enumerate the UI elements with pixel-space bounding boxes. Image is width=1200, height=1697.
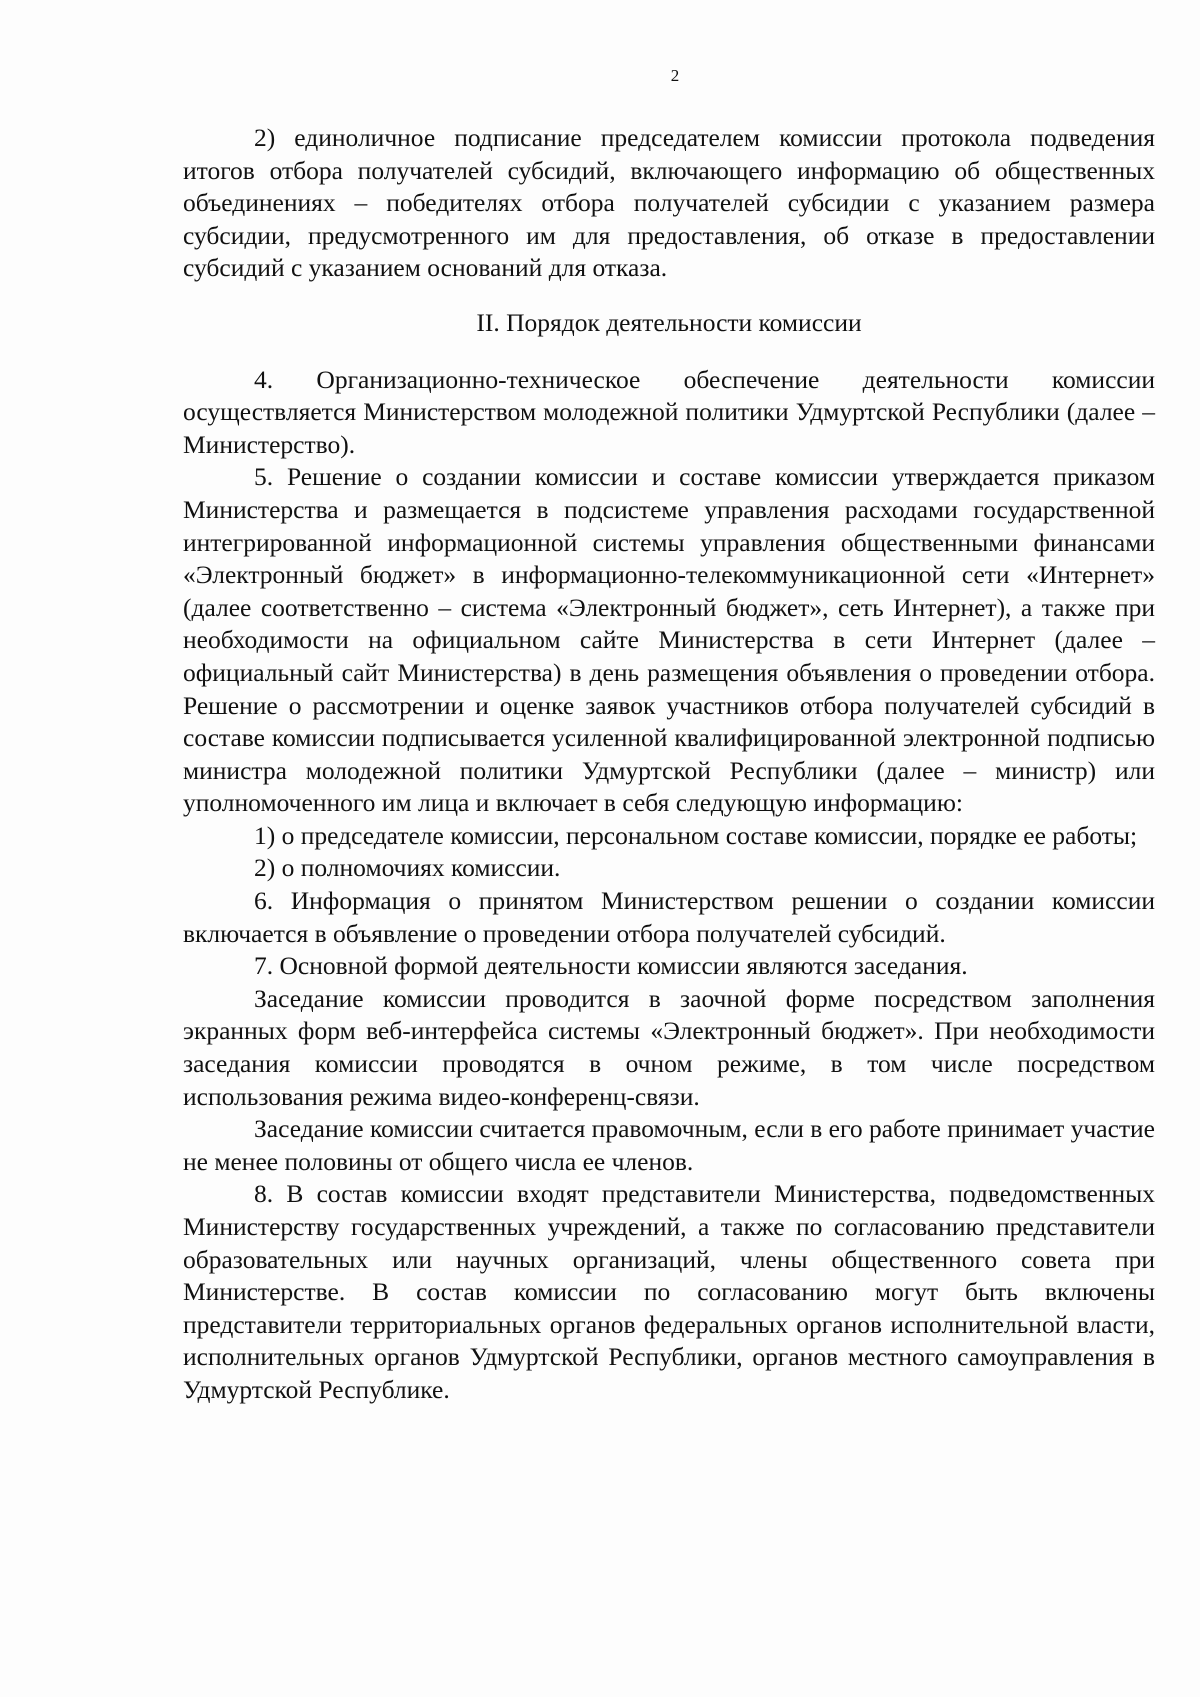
paragraph-5: 5. Решение о создании комиссии и составе комиссии утверждается приказом Министерства и размещается в подсистеме управления расходами государственной интегрированной информационной системы управления общественными финансами «Электронный бюджет» в информационно-телекоммуникационной сети «Интернет» (далее соответственно – система «Электронный бюджет», сеть Интернет), а также при необходимости на официальном сайте Министерства в сети Интернет (далее – официальный сайт Министерства) в день размещения объявления о проведении отбора. Решение о рассмотрении и оценке заявок участников отбора получателей субсидий в составе комиссии подписывается усиленной квалифицированной электронной подписью министра молодежной политики Удмуртской Республики (далее – министр) или уполномоченного им лица и включает в себя следующую информацию: bbox=[183, 462, 1155, 818]
paragraph-6: 6. Информация о принятом Министерством решении о создании комиссии включается в объявление о проведении отбора получателей субсидий. bbox=[183, 886, 1155, 948]
paragraph-7-meeting-form: Заседание комиссии проводится в заочной форме посредством заполнения экранных форм веб-интерфейса системы «Электронный бюджет». При необходимости заседания комиссии проводятся в очном режиме, в том числе посредством использования режима видео-конференц-связи. bbox=[183, 983, 1155, 1111]
paragraph-7: 7. Основной формой деятельности комиссии являются заседания. bbox=[254, 951, 968, 981]
paragraph-7-quorum: Заседание комиссии считается правомочным, если в его работе принимает участие не менее половины от общего числа ее членов. bbox=[183, 1114, 1156, 1176]
paragraph-5-item-1: 1) о председателе комиссии, персональном составе комиссии, порядке ее работы; bbox=[254, 820, 1138, 850]
document-body bbox=[183, 122, 1155, 1407]
section-heading: II. Порядок деятельности комиссии bbox=[476, 307, 862, 337]
paragraph-4: 4. Организационно-техническое обеспечение деятельности комиссии осуществляется Министерством молодежной политики Удмуртской Республики (далее – Министерство). bbox=[183, 364, 1155, 459]
page-number: 2 bbox=[670, 66, 680, 85]
paragraph-item-2: 2) единоличное подписание председателем комиссии протокола подведения итогов отбора получателей субсидий, включающего информацию об общественных объединениях – победителях отбора получателей субсидии с указанием размера субсидии, предусмотренного им для предоставления, об отказе в предоставлении субсидий с указанием оснований для отказа. bbox=[183, 123, 1155, 283]
paragraph-8: 8. В состав комиссии входят представители Министерства, подведомственных Министерству государственных учреждений, а также по согласованию представители образовательных или научных организаций, члены общественного совета при Министерстве. В состав комиссии по согласованию могут быть включены представители территориальных органов федеральных органов исполнительной власти, исполнительных органов Удмуртской Республики, органов местного самоуправления в Удмуртской Республике. bbox=[183, 1179, 1155, 1404]
paragraph-5-item-2: 2) о полномочиях комиссии. bbox=[254, 853, 561, 883]
